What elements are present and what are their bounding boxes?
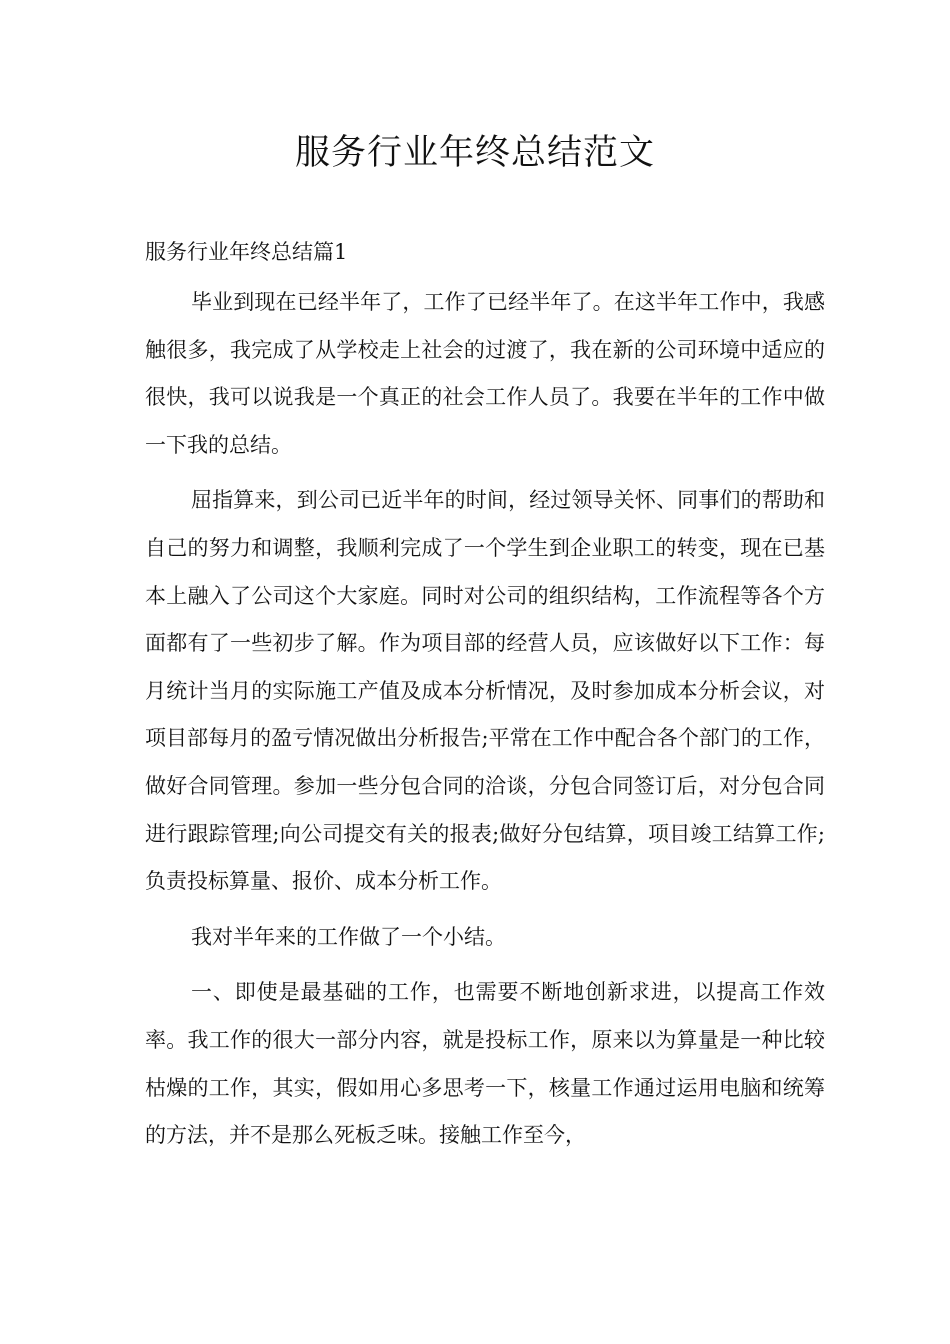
paragraph-1: 毕业到现在已经半年了，工作了已经半年了。在这半年工作中，我感触很多，我完成了从学校走上社会的过渡了，我在新的公司环境中适应的很快，我可以说我是一个真正的社会工作人员了。我要在半年的工作中做一下我的总结。 — [145, 290, 825, 457]
paragraph-2: 屈指算来，到公司已近半年的时间，经过领导关怀、同事们的帮助和自己的努力和调整，我顺利完成了一个学生到企业职工的转变，现在已基本上融入了公司这个大家庭。同时对公司的组织结构，工作流程等各个方面都有了一些初步了解。作为项目部的经营人员，应该做好以下工作：每月统计当月的实际施工产值及成本分析情况，及时参加成本分析会议，对项目部每月的盈亏情况做出分析报告;平常在工作中配合各个部门的工作，做好合同管理。参加一些分包合同的洽谈，分包合同签订后，对分包合同进行跟踪管理;向公司提交有关的报表;做好分包结算，项目竣工结算工作;负责投标算量、报价、成本分析工作。 — [145, 488, 825, 894]
section-heading: 服务行业年终总结篇1 — [145, 240, 348, 264]
paragraph-3: 我对半年来的工作做了一个小结。 — [191, 924, 506, 949]
paragraph-4: 一、即使是最基础的工作，也需要不断地创新求进，以提高工作效率。我工作的很大一部分内容，就是投标工作，原来以为算量是一种比较枯燥的工作，其实，假如用心多思考一下，核量工作通过运用电脑和统筹的方法，并不是那么死板乏味。接触工作至今， — [145, 980, 825, 1148]
document-body — [145, 229, 825, 1168]
document-title: 服务行业年终总结范文 — [294, 133, 655, 173]
